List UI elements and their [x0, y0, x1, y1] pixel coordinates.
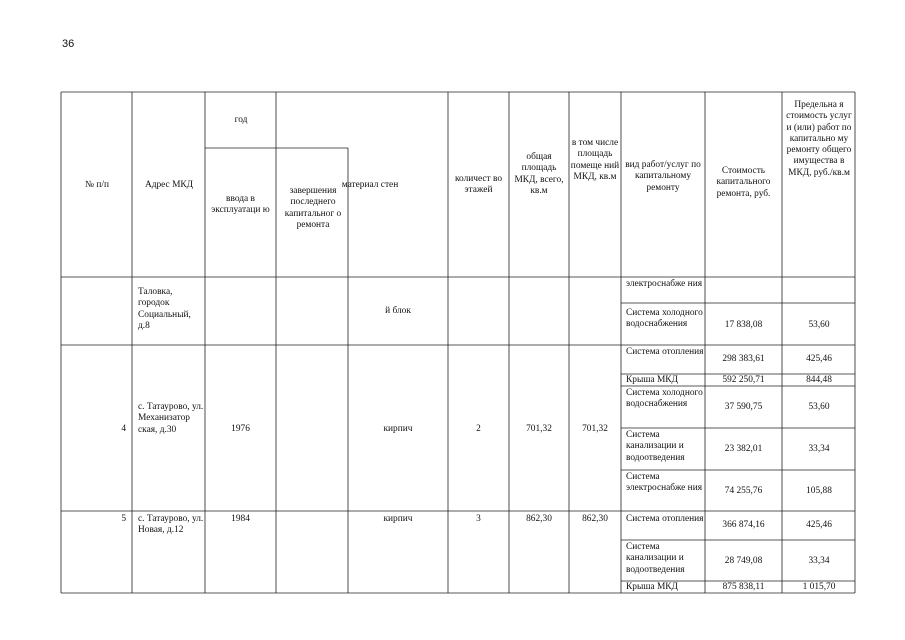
- row-5-cost-2: 28 749,08: [724, 556, 763, 566]
- row-4-work-3: Система холодного водоснабжения: [626, 388, 703, 410]
- row-4-year: 1976: [231, 424, 250, 434]
- row-4-premises-area: 701,32: [582, 424, 608, 434]
- row-4-max-2: 844,48: [806, 375, 832, 385]
- header-wall-material: материал стен: [341, 180, 399, 190]
- row-5-total-area: 862,30: [526, 514, 552, 524]
- header-max-cost: Предельна я стоимость услуг и (или) работ по капитально му ремонту общего имущества в МКД, руб./кв.м: [786, 100, 852, 178]
- row-5-material: кирпич: [383, 514, 413, 524]
- row-a-address: Таловка, городок Социальный, д.8: [138, 287, 191, 331]
- row-5-work-3: Крыша МКД: [626, 582, 678, 592]
- header-premises-area: в том числе площадь помеще ний МКД, кв.м: [570, 138, 620, 182]
- row-4-max-5: 105,88: [806, 486, 832, 496]
- row-5-address: с. Татаурово, ул. Новая, д.12: [138, 514, 204, 536]
- row-4-total-area: 701,32: [526, 424, 552, 434]
- row-4-cost-1: 298 383,61: [722, 354, 765, 364]
- page-number: 36: [62, 38, 75, 50]
- header-address: Адрес МКД: [144, 180, 194, 190]
- row-a-cost-2: 17 838,08: [724, 320, 763, 330]
- row-4-cost-3: 37 590,75: [724, 402, 763, 412]
- row-5-year: 1984: [231, 514, 250, 524]
- row-5-max-2: 33,34: [808, 556, 830, 566]
- row-4-address: с. Татаурово, ул. Механизатор ская, д.30: [138, 402, 204, 435]
- row-4-num: 4: [121, 424, 126, 434]
- row-4-material: кирпич: [383, 424, 413, 434]
- header-total-area: общая площадь МКД, всего, кв.м: [514, 152, 564, 196]
- row-5-floors: 3: [476, 514, 481, 524]
- row-a-material: й блок: [385, 306, 411, 316]
- header-floors: количест во этажей: [454, 174, 503, 196]
- header-num: № п/п: [85, 180, 109, 190]
- header-year-commission: ввода в эксплуатаци ю: [211, 194, 270, 216]
- row-4-work-4: Система канализации и водоотведения: [626, 430, 685, 463]
- row-4-max-1: 425,46: [806, 354, 832, 364]
- row-4-work-5: Система электроснабже ния: [626, 472, 703, 494]
- row-5-max-3: 1 015,70: [802, 582, 836, 592]
- row-4-max-4: 33,34: [808, 444, 830, 454]
- row-5-cost-3: 875 838,11: [722, 582, 765, 592]
- row-5-cost-1: 366 874,16: [722, 520, 765, 530]
- row-4-cost-5: 74 255,76: [724, 486, 763, 496]
- header-work-type: вид работ/услуг по капитальному ремонту: [625, 160, 701, 193]
- header-year-group: год: [234, 115, 248, 125]
- header-year-repair: завершения последнего капитальног о ремонта: [284, 186, 342, 230]
- row-4-work-2: Крыша МКД: [626, 375, 678, 385]
- row-5-premises-area: 862,30: [582, 514, 608, 524]
- row-5-max-1: 425,46: [806, 520, 832, 530]
- row-a-work-1: электроснабже ния: [626, 279, 703, 289]
- row-4-cost-4: 23 382,01: [724, 444, 763, 454]
- header-cost: Стоимость капитального ремонта, руб.: [716, 166, 771, 199]
- row-a-work-2: Система холодного водоснабжения: [626, 308, 703, 330]
- row-4-max-3: 53,60: [808, 402, 830, 412]
- row-5-work-2: Система канализации и водоотведения: [626, 542, 685, 575]
- row-a-max-2: 53,60: [808, 320, 830, 330]
- row-4-cost-2: 592 250,71: [722, 375, 765, 385]
- row-4-work-1: Система отопления: [626, 347, 704, 357]
- row-4-floors: 2: [476, 424, 481, 434]
- row-5-num: 5: [121, 514, 126, 524]
- row-5-work-1: Система отопления: [626, 514, 704, 524]
